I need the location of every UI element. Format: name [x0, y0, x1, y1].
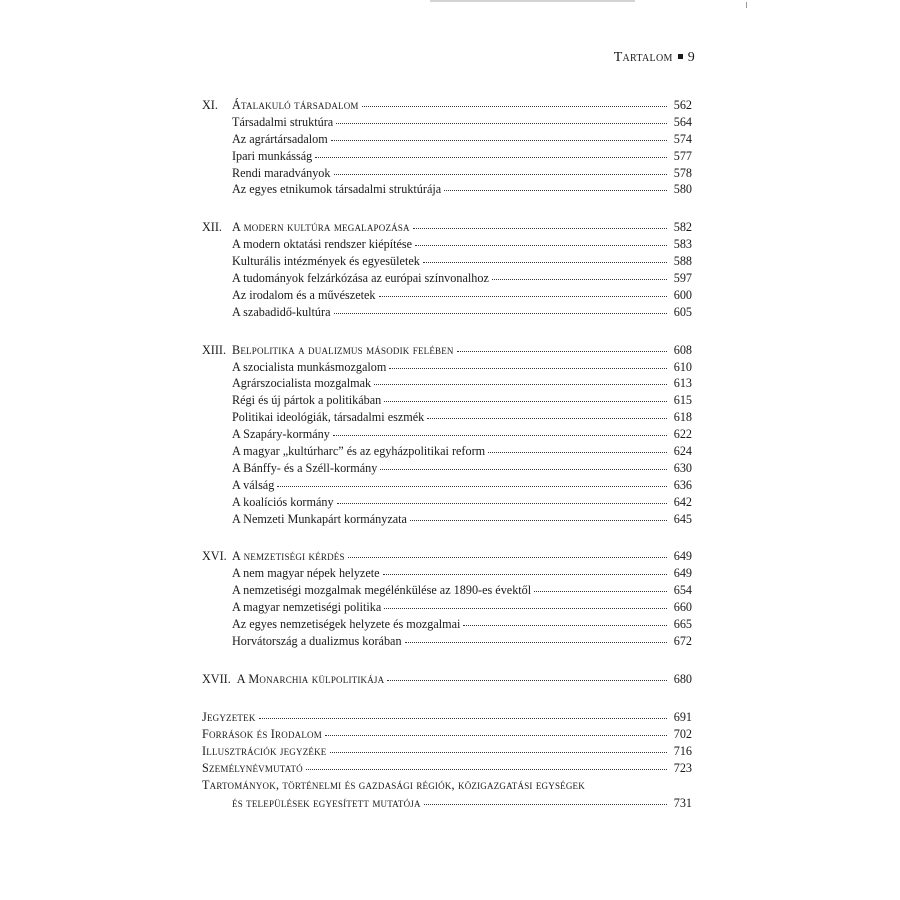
page-number: 630 — [673, 460, 692, 475]
entry-title: Átalakuló társadalom — [232, 98, 359, 112]
dot-leader — [337, 503, 667, 504]
dot-leader — [333, 435, 667, 436]
square-bullet-icon — [678, 54, 683, 59]
dot-leader — [463, 625, 667, 626]
entry-title: Az agrártársadalom — [232, 131, 328, 146]
toc-entry — [202, 582, 692, 599]
chapter-block — [202, 671, 692, 688]
toc-entry — [202, 726, 692, 743]
entry-title: Illusztrációk jegyzéke — [202, 744, 327, 759]
back-matter — [202, 709, 692, 812]
chapter-number: XVI. — [202, 549, 227, 564]
entry-title: Rendi maradványok — [232, 165, 331, 180]
toc-entry — [202, 548, 692, 565]
page-number: 613 — [673, 376, 692, 391]
entry-title: Kulturális intézmények és egyesületek — [232, 254, 420, 269]
chapter-block — [202, 219, 692, 320]
page-number: 660 — [673, 600, 692, 615]
page-number: 665 — [673, 617, 692, 632]
dot-leader — [384, 608, 667, 609]
toc-entry — [202, 616, 692, 633]
entry-title: A modern kultúra megalapozása — [232, 220, 410, 235]
dot-leader — [315, 157, 667, 158]
page-number: 615 — [673, 393, 692, 408]
entry-title: Személynévmutató — [202, 761, 303, 776]
toc-entry — [202, 114, 692, 131]
page-number: 574 — [673, 131, 692, 146]
toc-entry — [202, 443, 692, 460]
page-number: 642 — [673, 494, 692, 509]
running-head — [614, 50, 695, 66]
dot-leader — [427, 418, 667, 419]
dot-leader — [415, 245, 667, 246]
running-head-page: 9 — [687, 50, 695, 65]
toc-entry — [202, 181, 692, 198]
page-number: 580 — [673, 182, 692, 197]
page-number: 562 — [673, 98, 692, 112]
toc-entry — [202, 304, 692, 321]
page-number: 680 — [673, 671, 692, 686]
page-number: 600 — [673, 287, 692, 302]
toc-entry — [202, 236, 692, 253]
chapter-block — [202, 548, 692, 649]
dot-leader — [534, 591, 667, 592]
entry-title: Az egyes etnikumok társadalmi struktúrája — [232, 182, 442, 197]
entry-title: Ipari munkásság — [232, 148, 313, 163]
scan-edge — [430, 0, 635, 2]
entry-title: A Nemzeti Munkapárt kormányzata — [232, 511, 407, 526]
dot-leader — [389, 368, 667, 369]
dot-leader — [277, 486, 667, 487]
entry-title: Az irodalom és a művészetek — [232, 287, 376, 302]
page-number: 636 — [673, 477, 692, 492]
entry-title: A Szapáry-kormány — [232, 427, 330, 442]
dot-leader — [334, 313, 668, 314]
chapter-block — [202, 342, 692, 528]
toc-entry — [202, 253, 692, 270]
dot-leader — [374, 384, 667, 385]
dot-leader — [334, 174, 668, 175]
page-number: 610 — [673, 359, 692, 374]
page-number: 564 — [673, 114, 692, 129]
page-number: 583 — [673, 237, 692, 252]
page-number: 624 — [673, 444, 692, 459]
dot-leader — [444, 190, 667, 191]
entry-title: A Bánffy- és a Széll-kormány — [232, 460, 378, 475]
entry-title: Jegyzetek — [202, 709, 256, 724]
dot-leader — [457, 351, 667, 352]
toc-entry — [202, 511, 692, 528]
dot-leader — [492, 279, 667, 280]
dot-leader — [423, 262, 667, 263]
page-number: 605 — [673, 304, 692, 319]
entry-title: A magyar nemzetiségi politika — [232, 600, 382, 615]
toc-entry — [202, 599, 692, 616]
dot-leader — [380, 469, 667, 470]
toc-entry — [202, 477, 692, 494]
toc-entry — [202, 777, 692, 794]
toc-entry — [202, 760, 692, 777]
entry-title: A modern oktatási rendszer kiépítése — [232, 237, 413, 252]
dot-leader — [384, 401, 667, 402]
entry-title: Az egyes nemzetiségek helyzete és mozgalmai — [232, 617, 461, 632]
dot-leader — [488, 452, 667, 453]
toc-entry — [202, 392, 692, 409]
dot-leader — [348, 557, 667, 558]
page-number: 731 — [673, 795, 692, 810]
scan-mark — [746, 2, 747, 8]
entry-title: Horvátország a dualizmus korában — [232, 633, 402, 648]
page-number: 582 — [673, 220, 692, 235]
toc-entry — [202, 633, 692, 650]
entry-title: A válság — [232, 477, 275, 492]
page-number: 608 — [673, 342, 692, 357]
dot-leader — [405, 642, 667, 643]
entry-title-line2: és települések egyesített mutatója — [232, 795, 421, 810]
dot-leader — [424, 804, 667, 805]
page-number: 649 — [673, 549, 692, 564]
toc-entry — [202, 270, 692, 287]
page-number: 577 — [673, 148, 692, 163]
entry-title: A nemzetiségi kérdés — [232, 549, 345, 564]
toc-entry — [202, 148, 692, 165]
page-number: 578 — [673, 165, 692, 180]
toc-entry — [202, 97, 692, 114]
entry-title: A Monarchia külpolitikája — [236, 671, 385, 686]
dot-leader — [331, 140, 667, 141]
page-number: 622 — [673, 427, 692, 442]
toc-entry — [202, 165, 692, 182]
chapter-number: XII. — [202, 220, 222, 235]
page-number: 702 — [673, 726, 692, 741]
dot-leader — [387, 680, 667, 681]
page-number: 691 — [673, 709, 692, 724]
entry-title: A koalíciós kormány — [232, 494, 334, 509]
page-number: 618 — [673, 410, 692, 425]
page-number: 654 — [673, 583, 692, 598]
chapter-number: XVII. — [202, 671, 231, 686]
toc-entry — [202, 375, 692, 392]
entry-title: Társadalmi struktúra — [232, 114, 334, 129]
toc-entry — [202, 494, 692, 511]
dot-leader — [379, 296, 668, 297]
toc-entry — [202, 342, 692, 359]
toc-entry — [202, 426, 692, 443]
dot-leader — [330, 752, 668, 753]
toc-entry — [202, 565, 692, 582]
entry-title: A magyar „kultúrharc” és az egyházpolitikai reform — [232, 444, 486, 459]
toc-entry — [202, 219, 692, 236]
page-number: 645 — [673, 511, 692, 526]
chapter-number: XI. — [202, 98, 218, 112]
toc-entry — [202, 795, 692, 812]
toc-entry — [202, 359, 692, 376]
entry-title: A szocialista munkásmozgalom — [232, 359, 387, 374]
entry-title-line1: Tartományok, történelmi és gazdasági régiók, közigazgatási egységek — [202, 778, 585, 793]
chapter-number: XIII. — [202, 342, 227, 357]
dot-leader — [306, 769, 667, 770]
dot-leader — [362, 106, 667, 107]
toc-entry — [202, 460, 692, 477]
dot-leader — [410, 520, 667, 521]
chapter-block — [202, 97, 692, 198]
entry-title: A nemzetiségi mozgalmak megélénkülése az 1890-es évektől — [232, 583, 532, 598]
page-number: 649 — [673, 566, 692, 581]
entry-title: A szabadidő-kultúra — [232, 304, 331, 319]
entry-title: A nem magyar népek helyzete — [232, 566, 380, 581]
dot-leader — [259, 718, 667, 719]
entry-title: Régi és új pártok a politikában — [232, 393, 382, 408]
entry-title: Politikai ideológiák, társadalmi eszmék — [232, 410, 425, 425]
toc-entry — [202, 743, 692, 760]
entry-title: Források és Irodalom — [202, 726, 322, 741]
dot-leader — [336, 123, 667, 124]
running-head-title: Tartalom — [613, 50, 673, 65]
dot-leader — [413, 228, 667, 229]
page-number: 672 — [673, 633, 692, 648]
toc-entry — [202, 409, 692, 426]
toc-entry — [202, 131, 692, 148]
entry-title: A tudományok felzárkózása az európai színvonalhoz — [232, 271, 489, 286]
page-number: 723 — [673, 761, 692, 776]
entry-title: Agrárszocialista mozgalmak — [232, 376, 372, 391]
toc-entry — [202, 709, 692, 726]
toc-entry — [202, 287, 692, 304]
page-number: 597 — [673, 271, 692, 286]
toc-entry — [202, 671, 692, 688]
page-number: 716 — [673, 744, 692, 759]
dot-leader — [325, 735, 667, 736]
entry-title: Belpolitika a dualizmus második felében — [232, 342, 454, 357]
page-number: 588 — [673, 254, 692, 269]
table-of-contents — [202, 97, 692, 812]
dot-leader — [383, 574, 667, 575]
